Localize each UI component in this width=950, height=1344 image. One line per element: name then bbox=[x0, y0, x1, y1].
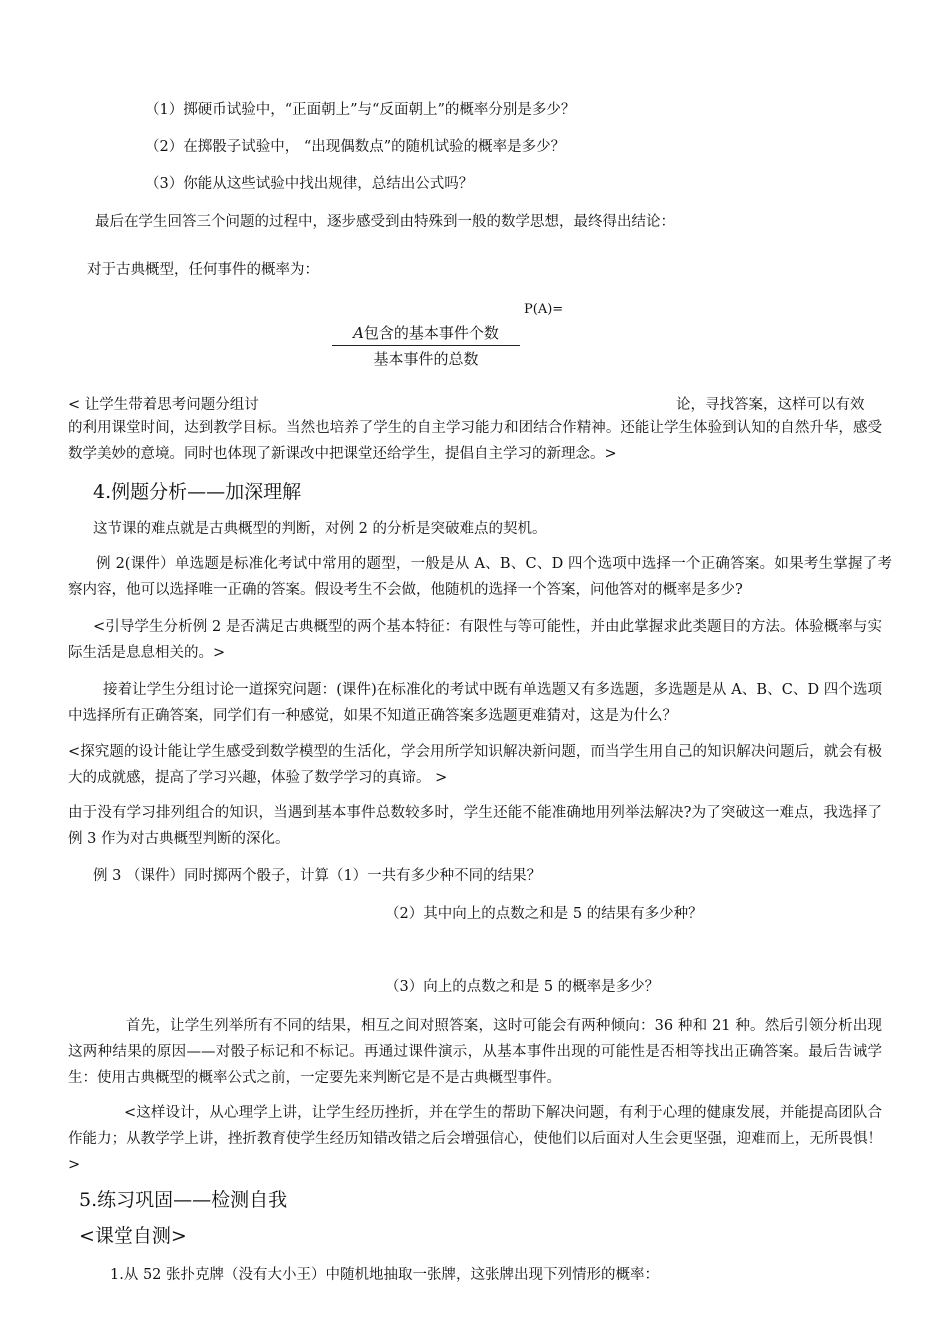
section-heading-4: 4.例题分析——加深理解 bbox=[93, 481, 302, 503]
note-1-rest: 的利用课堂时间，达到教学目标。当然也培养了学生的自主学习能力和团结合作精神。还能让学生体验到认知的自然升华，感受数学美妙的意境。同时也体现了新课改中把课堂还给学生，提倡自主学习的新理念。> bbox=[68, 420, 882, 462]
example-3-part-2: （2）其中向上的点数之和是 5 的结果有多少种？ bbox=[385, 906, 703, 922]
self-test-label: <课堂自测> bbox=[79, 1225, 187, 1247]
analysis-paragraph: 首先，让学生列举所有不同的结果，相互之间对照答案，这时可能会有两种倾向：36 种和 21 种。然后引领分析出现这两种结果的原因——对骰子标记和不标记。再通过课件演示，从基本事件出现的可能性是否相等找出正确答案。最后告诫学生：使用古典概型的概率公式之前，一定要先来判断它是不是古典概型事件。 bbox=[68, 1018, 882, 1086]
note-1-left: < 让学生带着思考问题分组讨 bbox=[68, 397, 259, 413]
example-3-part-3: （3）向上的点数之和是 5 的概率是多少？ bbox=[385, 979, 660, 995]
exercise-1: 1.从 52 张扑克牌（没有大小王）中随机地抽取一张牌，这张牌出现下列情形的概率： bbox=[110, 1267, 660, 1283]
fraction-bar bbox=[332, 345, 520, 346]
difficulty-paragraph: 这节课的难点就是古典概型的判断，对例 2 的分析是突破难点的契机。 bbox=[93, 521, 547, 537]
note-3: <探究题的设计能让学生感受到数学模型的生活化，学会用所学知识解决新问题，而当学生用自己的知识解决问题后，就会有极大的成就感，提高了学习兴趣，体验了数学学习的真谛。 > bbox=[68, 744, 882, 786]
classical-definition: 对于古典概型，任何事件的概率为： bbox=[87, 262, 319, 278]
transition-paragraph: 由于没有学习排列组合的知识，当遇到基本事件总数较多时，学生还能不能准确地用列举法解决?为了突破这一难点，我选择了例 3 作为对古典概型判断的深化。 bbox=[68, 805, 882, 847]
example-2-paragraph: 例 2(课件）单选题是标准化考试中常用的题型，一般是从 A、B、C、D 四个选项中选择一个正确答案。如果考生掌握了考察内容，他可以选择唯一正确的答案。假设考生不会做，他随机的选择一个答案，问他答对的概率是多少? bbox=[68, 556, 892, 598]
question-2: （2）在掷骰子试验中， “出现偶数点”的随机试验的概率是多少？ bbox=[145, 139, 566, 155]
conclusion-intro: 最后在学生回答三个问题的过程中，逐步感受到由特殊到一般的数学思想，最终得出结论： bbox=[95, 214, 675, 230]
example-3-part-1: 例 3 （课件）同时掷两个骰子，计算（1）一共有多少种不同的结果？ bbox=[93, 868, 542, 884]
formula-numerator: A包含的基本事件个数 bbox=[353, 324, 499, 342]
formula-denominator: 基本事件的总数 bbox=[373, 350, 479, 368]
note-2: <引导学生分析例 2 是否满足古典概型的两个基本特征：有限性与等可能性，并由此掌握求此类题目的方法。体验概率与实际生活是息息相关的。> bbox=[68, 619, 882, 661]
question-3: （3）你能从这些试验中找出规律，总结出公式吗？ bbox=[145, 176, 474, 192]
section-heading-5: 5.练习巩固——检测自我 bbox=[79, 1189, 288, 1211]
probability-formula bbox=[332, 302, 572, 374]
note-1-right: 论，寻找答案，这样可以有效 bbox=[676, 397, 865, 413]
formula-lhs: P(A)= bbox=[524, 302, 564, 317]
question-1: （1）掷硬币试验中，“正面朝上”与“反面朝上”的概率分别是多少？ bbox=[145, 102, 576, 118]
note-4: <这样设计，从心理学上讲，让学生经历挫折，并在学生的帮助下解决问题，有利于心理的健康发展，并能提高团队合作能力；从教学学上讲，挫折教育使学生经历知错改错之后会增强信心，使他们以后面对人生会更坚强，迎难而上，无所畏惧！> bbox=[68, 1105, 882, 1173]
inquiry-paragraph: 接着让学生分组讨论一道探究问题：(课件)在标准化的考试中既有单选题又有多选题，多选题是从 A、B、C、D 四个选项中选择所有正确答案，同学们有一种感觉，如果不知道正确答案多选题更难猜对，这是为什么？ bbox=[68, 682, 882, 724]
